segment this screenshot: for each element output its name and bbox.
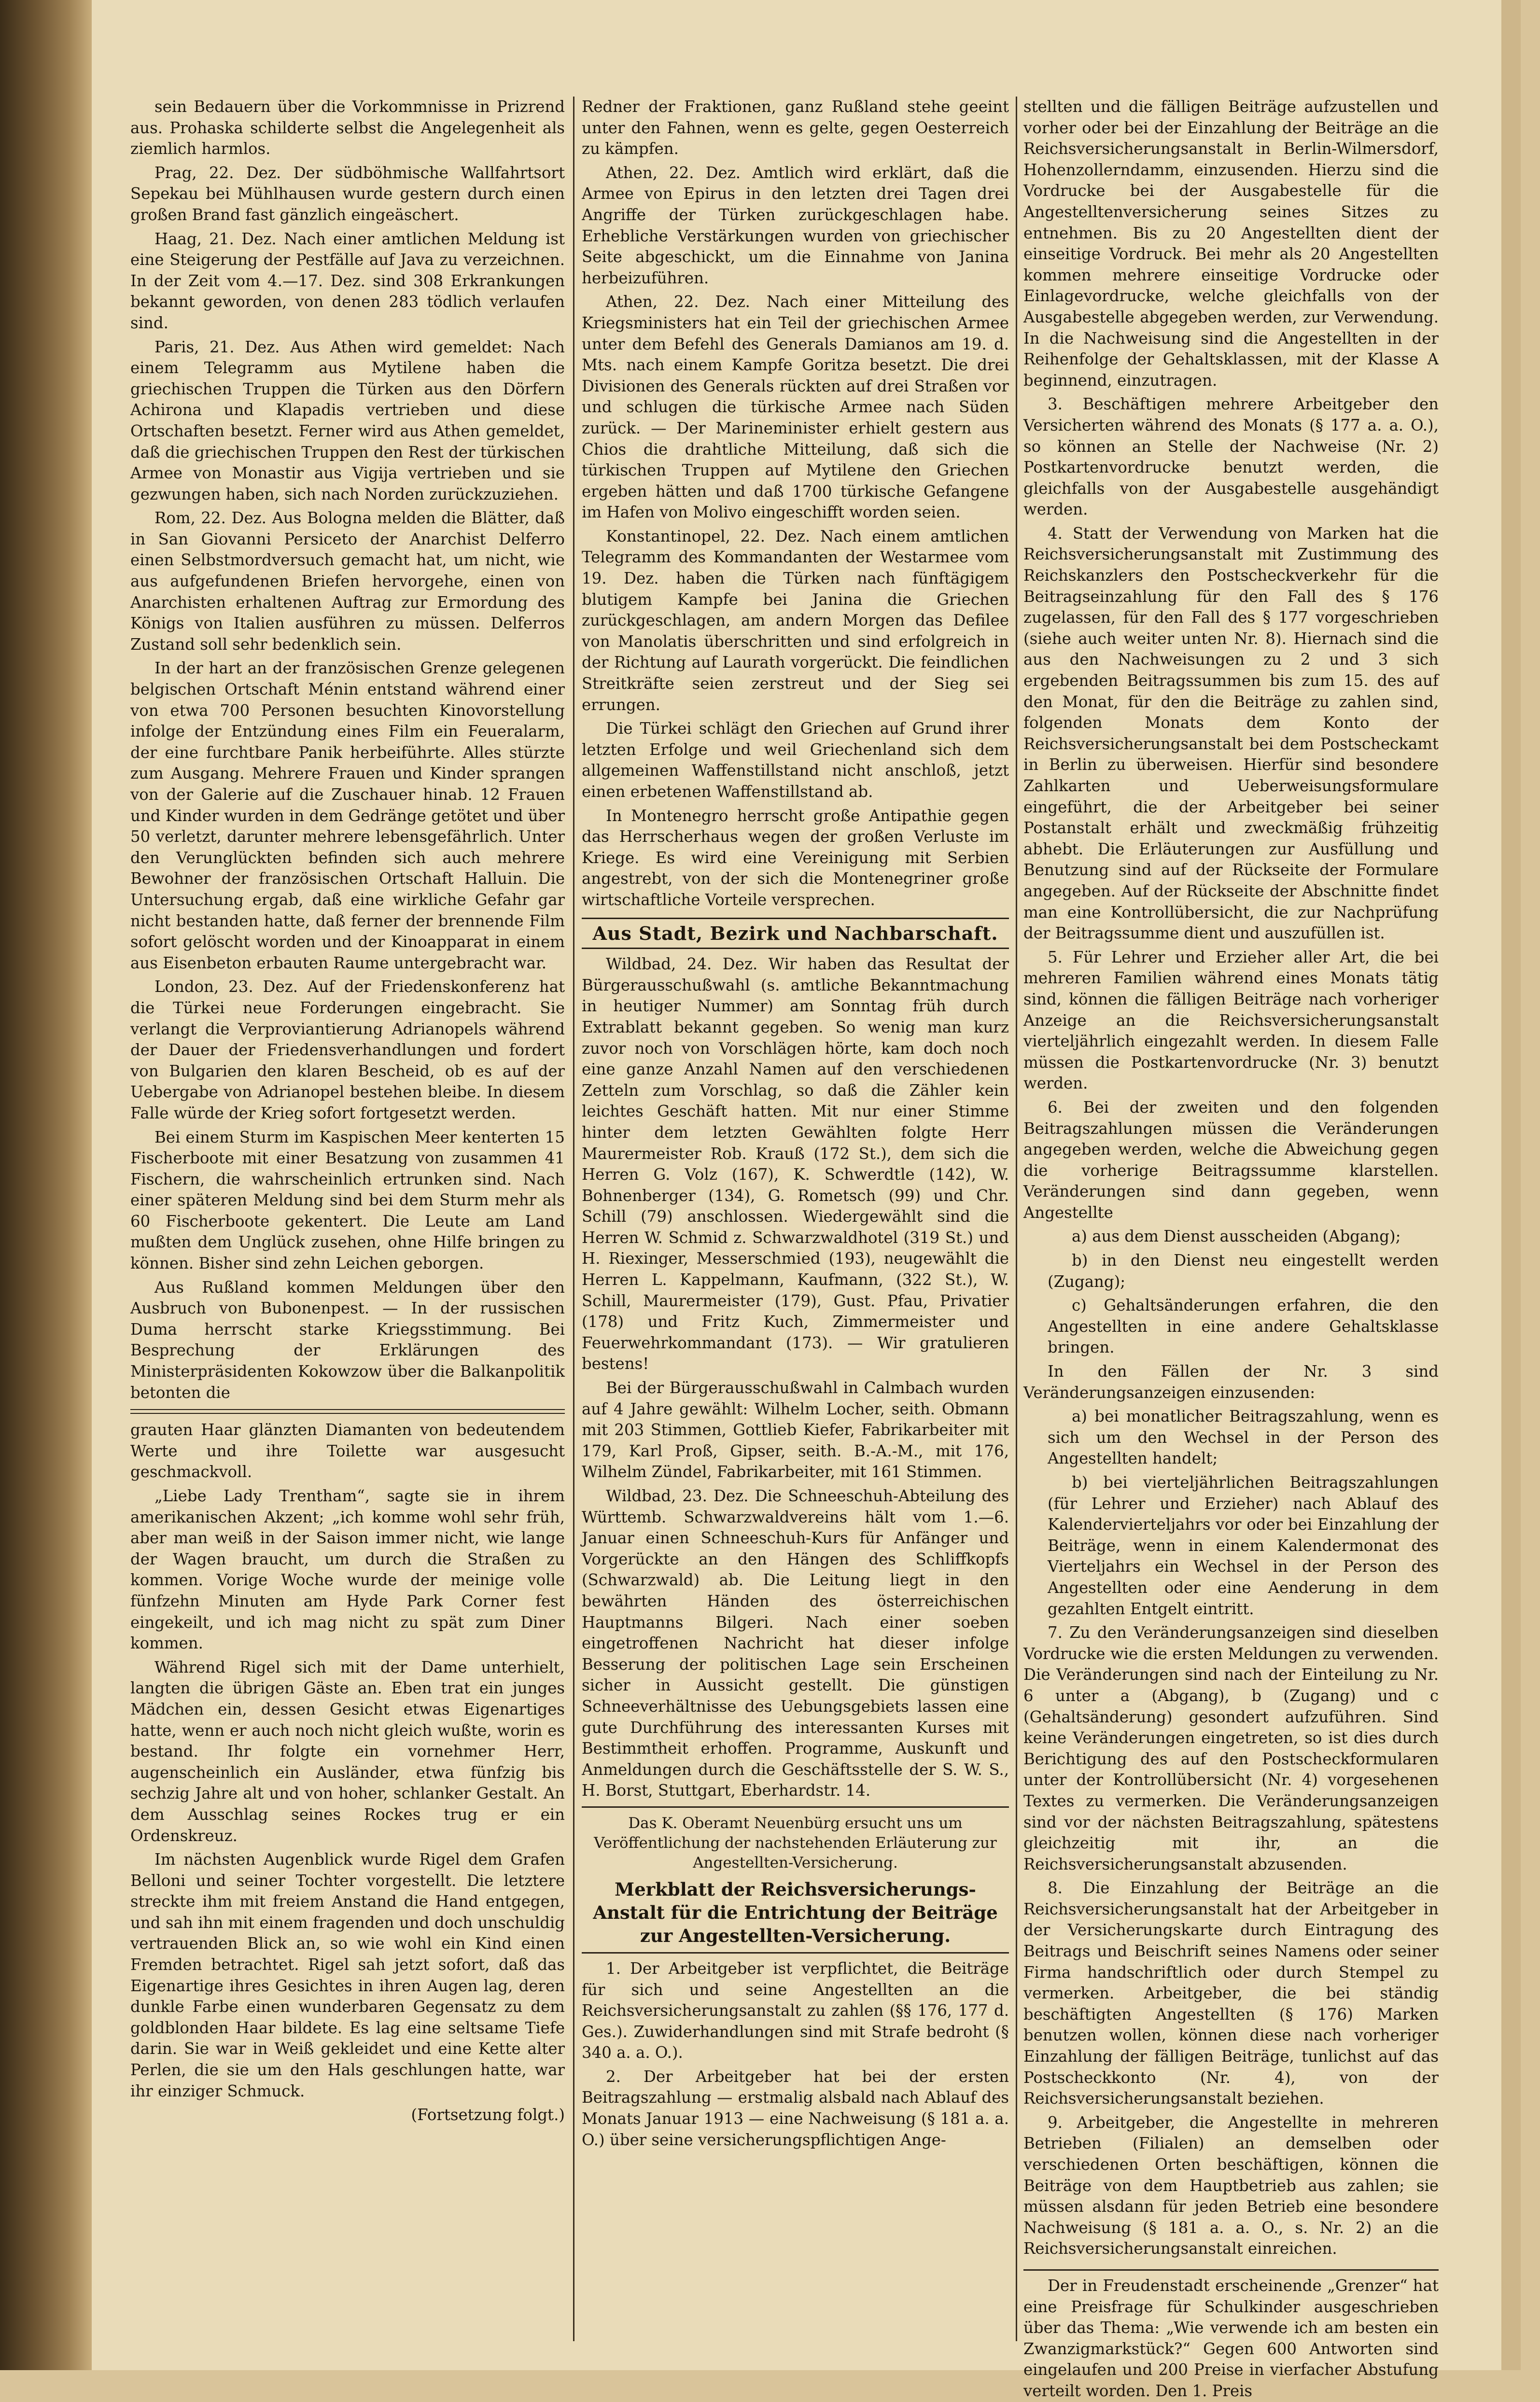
list-item: b) in den Dienst neu eingestellt werden (Zugang); [1048,1251,1439,1291]
list-item: a) bei monatlicher Beitragszahlung, wenn es sich um den Wechsel in der Person des Angestellten handelt; [1048,1407,1439,1468]
news-item: In der hart an der französischen Grenze gelegenen belgischen Ortschaft Ménin entstand während einer von etwa 700 Personen besuchten Kinovorstellung infolge der Entzündung eines Film ein Feueralarm, der eine furchtbare Panik herbeiführte. Alles stürzte zum Ausgang. Mehrere Frauen und Kinder sprangen von der Galerie auf die Zuschauer hinab. 12 Frauen und Kinder wurden in dem Gedränge getötet und über 50 verletzt, darunter mehrere lebensgefährlich. Unter den Verunglückten befinden sich auch mehrere Bewohner der französischen Ortschaft Halluin. Die Untersuchung ergab, daß eine wirkliche Gefahr gar nicht bestanden hatte, daß ferner der brennende Film sofort gelöscht worden und der Kinoapparat in einem aus Eisenbeton erbauten Raume untergebracht war. [130,659,565,972]
news-item: London, 23. Dez. Auf der Friedenskonferenz hat die Türkei neue Forderungen eingebracht. Sie verlangt die Verproviantierung Adrianopels während der Dauer der Friedensverhandlungen und fordert von Bulgarien den klaren Bescheid, ob es auf der Uebergabe von Adrianopel bestehen bleibe. In diesem Falle würde der Krieg sofort fortgesetzt werden. [130,978,565,1122]
notice-text: Das K. Oberamt Neuenbürg ersucht uns um Veröffentlichung der nachstehenden Erläuterung zur Angestellten-Versicherung. [582,1806,1009,1873]
rule-item: 8. Die Einzahlung der Beiträge an die Reichsversicherungsanstalt hat der Arbeitgeber in der Versicherungskarte durch Eintragung des Beitrags und Beischrift seines Namens oder seiner Firma handschriftlich oder durch Stempel zu vermerken. Arbeitgeber, die bei ständig beschäftigten Angestellten (§ 176) Marken benutzen wollen, können diese nach vorheriger Einzahlung der fälligen Beiträge, tunlichst auf das Postscheckkonto (Nr. 4), von der Reichsversicherungsanstalt beziehen. [1023,1879,1439,2108]
news-item: Paris, 21. Dez. Aus Athen wird gemeldet: Nach einem Telegramm aus Mytilene haben die griechischen Truppen die Türken aus den Dörfern Achirona und Klapadis vertrieben und diese Ortschaften besetzt. Ferner wird aus Athen gemeldet, daß die griechischen Truppen den Rest der türkischen Armee von Monastir aus Vigija vertrieben und sie gezwungen haben, sich nach Norden zurückzuziehen. [130,337,565,503]
news-item: Rom, 22. Dez. Aus Bologna melden die Blätter, daß in San Giovanni Persiceto der Anarchist Delferro einen Selbstmordversuch gemacht hat, um nicht, wie aus aufgefundenen Briefen hervorgehe, einen von Anarchisten erhaltenen Auftrag zur Ermordung des Königs von Italien ausführen zu müssen. Delferros Zustand soll sehr bedenklich sein. [130,509,565,654]
local-news-item: Bei der Bürgerausschußwahl in Calmbach wurden auf 4 Jahre gewählt: Wilhelm Locher, seith. Obmann mit 203 Stimmen, Gottlieb Kiefer, Fabrikarbeiter mit 179, Karl Proß, Gipser, seith. B.-A.-M., mit 176, Wilhelm Zündel, Fabrikarbeiter, mit 161 Stimmen. [582,1379,1009,1481]
column-3 [1023,97,1439,2400]
novel-paragraph: Im nächsten Augenblick wurde Rigel dem Grafen Belloni und seiner Tochter vorgestellt. Die letztere streckte ihm mit freiem Anstand die Hand entgegen, und sah ihn mit einem fragenden und doch unschuldig vertrauenden Blick an, so wie wohl ein Kind einen Fremden betrachtet. Rigel sah jetzt sofort, daß das Eigenartige ihres Gesichtes in ihren Augen lag, deren dunkle Farbe einen wunderbaren Gegensatz zu dem goldblonden Haar bildete. Es lag eine seltsame Tiefe darin. Sie war in Weiß gekleidet und eine Kette alter Perlen, die sie um den Hals geschlungen hatte, war ihr einziger Schmuck. [130,1850,565,2100]
rule-item: 7. Zu den Veränderungsanzeigen sind dieselben Vordrucke wie die ersten Meldungen zu verwenden. Die Veränderungen sind nach der Einteilung zu Nr. 6 unter a (Abgang), b (Zugang) und c (Gehaltsänderung) gesondert aufzuführen. Sind keine Veränderungen eingetreten, so ist dies durch Berichtigung des auf den Postscheckformularen unter der Kontrollübersicht (Nr. 4) vorgesehenen Textes zu vermerken. Die Veränderungsanzeigen sind vor der nächsten Beitragszahlung, spätestens gleichzeitig mit ihr, an die Reichsversicherungsanstalt abzusenden. [1023,1623,1439,1873]
page-edge [1501,0,1521,2370]
column-rule-left [573,97,574,2341]
column-1 [130,97,565,2341]
news-item: Konstantinopel, 22. Dez. Nach einem amtlichen Telegramm des Kommandanten der Westarmee vom 19. Dez. haben die Türken nach fünftägigem blutigem Kampfe bei Janina die Griechen zurückgeschlagen, am andern Morgen das Defilee von Manolatis überschritten und sind erfolgreich in der Richtung auf Laurath vorgerückt. Die feindlichen Streitkräfte seien zerstreut und der Sieg sei errungen. [582,527,1009,714]
news-item: Prag, 22. Dez. Der südböhmische Wallfahrtsort Sepekau bei Mühlhausen wurde gestern durch einen großen Brand fast gänzlich eingeäschert. [130,163,565,224]
news-item: Die Türkei schlägt den Griechen auf Grund ihrer letzten Erfolge und weil Griechenland sich dem allgemeinen Waffenstillstand nicht anschloß, jetzt einen erbetenen Waffenstillstand ab. [582,719,1009,801]
novel-paragraph: Während Rigel sich mit der Dame unterhielt, langten die übrigen Gäste an. Eben trat ein junges Mädchen ein, dessen Gesicht etwas Eigenartiges hatte, wenn er auch noch nicht gleich wußte, worin es bestand. Ihr folgte ein vornehmer Herr, augenscheinlich ein Ausländer, etwa fünfzig bis sechzig Jahre alt und von hoher, schlanker Gestalt. An dem Ausschlag seines Rockes trug er ein Ordenskreuz. [130,1658,565,1845]
rule-item: 4. Statt der Verwendung von Marken hat die Reichsversicherungsanstalt mit Zustimmung des Reichskanzlers den Postscheckverkehr für die Beitragseinzahlung für den Fall des § 176 zugelassen, für den Fall des § 177 vorgeschrieben (siehe auch weiter unten Nr. 8). Hiernach sind die aus den Nachweisungen zu 2 und 3 sich ergebenden Beitragssummen bis zum 15. des auf den Monat, für den die Beiträge zu zahlen sind, folgenden Monats dem Konto der Reichsversicherungsanstalt bei dem Postscheckamt in Berlin zu überweisen. Hierfür sind besondere Zahlkarten und Ueberweisungsformulare eingeführt, die der Arbeitgeber bei seiner Postanstalt erhält und zweckmäßig frühzeitig abhebt. Die Erläuterungen zur Ausfüllung und Benutzung sind auf der Rückseite der Formulare angegeben. Auf der Rückseite der Abschnitte findet man eine Kontrollübersicht, die zur Nachprüfung der Beitragssumme dient und auszufüllen ist. [1023,524,1439,943]
news-item: Athen, 22. Dez. Nach einer Mitteilung des Kriegsministers hat ein Teil der griechischen Armee unter dem Befehl des Generals Damianos am 19. d. Mts. nach einem Kampfe Goritza besetzt. Die drei Divisionen des Generals rückten auf drei Straßen vor und schlugen die türkische Armee nach Süden zurück. — Der Marineminister erhielt gestern aus Chios die drahtliche Mitteilung, daß sich die türkischen Truppen auf Mytilene den Griechen ergeben hätten und daß 1700 türkische Gefangene im Hafen von Molivo eingeschifft worden seien. [582,293,1009,522]
book-binding [0,0,92,2370]
section-heading: Aus Stadt, Bezirk und Nachbarschaft. [582,918,1009,950]
rule-item: 6. Bei der zweiten und den folgenden Beitragszahlungen müssen die Veränderungen angegeben werden, welche die Abweichung gegen die vorherige Beitragssumme klarstellen. Veränderungen sind dann gegeben, wenn Angestellte [1023,1098,1439,1222]
column-2 [582,97,1009,2341]
news-item: In Montenegro herrscht große Antipathie gegen das Herrscherhaus wegen der großen Verluste im Kriege. Es wird eine Vereinigung mit Serbien angestrebt, von der sich die Montenegriner große wirtschaftliche Vorteile versprechen. [582,806,1009,909]
rule-item: 9. Arbeitgeber, die Angestellte in mehreren Betrieben (Filialen) an demselben oder verschiedenen Orten beschäftigen, können die Beiträge von dem Hauptbetrieb aus zahlen; sie müssen alsdann für jeden Betrieb eine besondere Nachweisung (§ 181 a. a. O., s. Nr. 2) an die Reichsversicherungsanstalt einreichen. [1023,2113,1439,2258]
bottom-notice-box [1023,2269,1439,2402]
continuation-note: (Fortsetzung folgt.) [411,2106,565,2124]
local-news-item: Wildbad, 23. Dez. Die Schneeschuh-Abteilung des Württemb. Schwarzwaldvereins hält vom 1.—6. Januar einen Schneeschuh-Kurs für Anfänger und Vorgerückte an den Hängen des Schliffkopfs (Schwarzwald) ab. Die Leitung liegt in den bewährten Händen des österreichischen Hauptmanns Bilgeri. Nach einer soeben eingetroffenen Nachricht hat dieser infolge Besserung der politischen Lage sein Erscheinen sicher in Aussicht gestellt. Die günstigen Schneeverhältnisse des Uebungsgebiets lassen eine gute Durchführung des interessanten Kurses mit Bestimmtheit erhoffen. Programme, Auskunft und Anmeldungen durch die Geschäftsstelle der S. W. S., H. Borst, Stuttgart, Eberhardstr. 14. [582,1487,1009,1800]
rule-item: 5. Für Lehrer und Erzieher aller Art, die bei mehreren Familien während eines Monats tätig sind, können die fälligen Beiträge nach vorheriger Anzeige an die Reichsversicherungsanstalt vierteljährlich eingezahlt werden. In diesem Falle müssen die Postkartenvordrucke (Nr. 3) benutzt werden. [1023,948,1439,1093]
news-item: Aus Rußland kommen Meldungen über den Ausbruch von Bubonenpest. — In der russischen Duma herrscht starke Kriegsstimmung. Bei Besprechung der Erklärungen des Ministerpräsidenten Kokowzow über die Balkanpolitik betonten die [130,1278,565,1402]
news-item: sein Bedauern über die Vorkommnisse in Prizrend aus. Prohaska schilderte selbst die Angelegenheit als ziemlich harmlos. [130,98,565,158]
rule-item: 2. Der Arbeitgeber hat bei der ersten Beitragszahlung — erstmalig alsbald nach Ablauf des Monats Januar 1913 — eine Nachweisung (§ 181 a. a. O.) über seine versicherungspflichtigen Ange- [582,2067,1009,2149]
list-item: a) aus dem Dienst ausscheiden (Abgang); [1072,1227,1401,1246]
feuilleton-divider [130,1409,565,1414]
list-item: c) Gehaltsänderungen erfahren, die den Angestellten in eine andere Gehaltsklasse bringen. [1048,1296,1439,1357]
bottom-notice-text: Der in Freudenstadt erscheinende „Grenzer“ hat eine Preisfrage für Schulkinder ausgeschrieben über das Thema: „Wie verwende ich am besten ein Zwanzigmarkstück?“ Gegen 600 Antworten sind eingelaufen und 200 Preise in vierfacher Abstufung verteilt worden. Den 1. Preis [1023,2276,1439,2400]
list-item: b) bei vierteljährlichen Beitragszahlungen (für Lehrer und Erzieher) nach Ablauf des Kalendervierteljahrs vor oder bei Einzahlung der Beiträge, wenn in einem Kalendermonat des Vierteljahrs ein Wechsel in der Person des Angestellten oder eine Aenderung in dem gezahlten Entgelt eintritt. [1048,1473,1439,1618]
news-item: Haag, 21. Dez. Nach einer amtlichen Meldung ist eine Steigerung der Pestfälle auf Java zu verzeichnen. In der Zeit vom 4.—17. Dez. sind 308 Erkrankungen bekannt geworden, von denen 283 tödlich verlaufen sind. [130,229,565,332]
news-item: Bei einem Sturm im Kaspischen Meer kenterten 15 Fischerboote mit einer Besatzung von zusammen 41 Fischern, die wahrscheinlich ertrunken sind. Nach einer späteren Meldung sind bei dem Sturm mehr als 60 Fischerboote gekentert. Die Leute am Land mußten dem Unglück zusehen, ohne Hilfe bringen zu können. Bisher sind zehn Leichen geborgen. [130,1128,565,1273]
merkblatt-title: Merkblatt der Reichsversicherungs-Anstalt für die Entrichtung der Beiträge zur Angestellten-Versicherung. [582,1873,1009,1954]
news-item: Athen, 22. Dez. Amtlich wird erklärt, daß die Armee von Epirus in den letzten drei Tagen drei Angriffe der Türken zurückgeschlagen habe. Erhebliche Verstärkungen wurden von griechischer Seite abgeschickt, um die Einnahme von Janina herbeizuführen. [582,163,1009,287]
news-item: Redner der Fraktionen, ganz Rußland stehe geeint unter den Fahnen, wenn es gelte, gegen Oesterreich zu kämpfen. [582,98,1009,158]
rule-item: 1. Der Arbeitgeber ist verpflichtet, die Beiträge für sich und seine Angestellten an die Reichsversicherungsanstalt zu zahlen (§§ 176, 177 d. Ges.). Zuwiderhandlungen sind mit Strafe bedroht (§ 340 a. a. O.). [582,1959,1009,2062]
rule-item: stellten und die fälligen Beiträge aufzustellen und vorher oder bei der Einzahlung der Beiträge an die Reichsversicherungsanstalt in Berlin-Wilmersdorf, Hohenzollerndamm, einzusenden. Hierzu sind die Vordrucke bei der Ausgabestelle für die Angestelltenversicherung seines Sitzes zu entnehmen. Bis zu 20 Angestellten dient der einseitige Vordruck. Bei mehr als 20 Angestellten kommen mehrere einseitige Vordrucke oder Einlagevordrucke, welche gleichfalls von der Ausgabestelle abgegeben werden, zur Verwendung. In die Nachweisung sind die Angestellten in der Reihenfolge der Gehaltsklassen, mit der Klasse A beginnend, einzutragen. [1023,98,1439,390]
novel-paragraph: grauten Haar glänzten Diamanten von bedeutendem Werte und ihre Toilette war ausgesucht geschmackvoll. [130,1421,565,1481]
column-rule-right [1016,97,1017,2341]
novel-paragraph: „Liebe Lady Trentham“, sagte sie in ihrem amerikanischen Akzent; „ich komme wohl sehr früh, aber man weiß in der Saison immer nicht, wie lange der Wagen braucht, um durch die Straßen zu kommen. Vorige Woche wurde der meinige volle fünfzehn Minuten am Hyde Park Corner fest eingekeilt, und ich mag nicht zu spät zum Diner kommen. [130,1487,565,1653]
rule-item: 3. Beschäftigen mehrere Arbeitgeber den Versicherten während des Monats (§ 177 a. a. O.), so können an Stelle der Nachweise (Nr. 2) Postkartenvordrucke benutzt werden, die gleichfalls von der Ausgabestelle ausgehändigt werden. [1023,395,1439,519]
rule-item: In den Fällen der Nr. 3 sind Veränderungsanzeigen einzusenden: [1023,1362,1439,1402]
local-news-item: Wildbad, 24. Dez. Wir haben das Resultat der Bürgerausschußwahl (s. amtliche Bekanntmachung in heutiger Nummer) am Sonntag früh durch Extrablatt bekannt gegeben. So wenig man kurz zuvor noch von Vorschlägen hörte, kam doch noch eine ganze Anzahl Namen auf den verschiedenen Zetteln zum Vorschlag, so daß die Zähler kein leichtes Geschäft hatten. Mit nur einer Stimme hinter dem letzten Gewählten folgte Herr Maurermeister Rob. Krauß (172 St.), dem sich die Herren G. Volz (167), K. Schwerdtle (142), W. Bohnenberger (134), G. Rometsch (99) und Chr. Schill (79) anschlossen. Wiedergewählt sind die Herren W. Schmid z. Schwarzwaldhotel (319 St.) und H. Riexinger, Messerschmied (193), neugewählt die Herren L. Kappelmann, Kaufmann, (322 St.), W. Schill, Maurermeister (179), Gust. Pfau, Privatier (178) und Fritz Kuch, Zimmermeister und Feuerwehrkommandant (173). — Wir gratulieren bestens! [582,955,1009,1373]
